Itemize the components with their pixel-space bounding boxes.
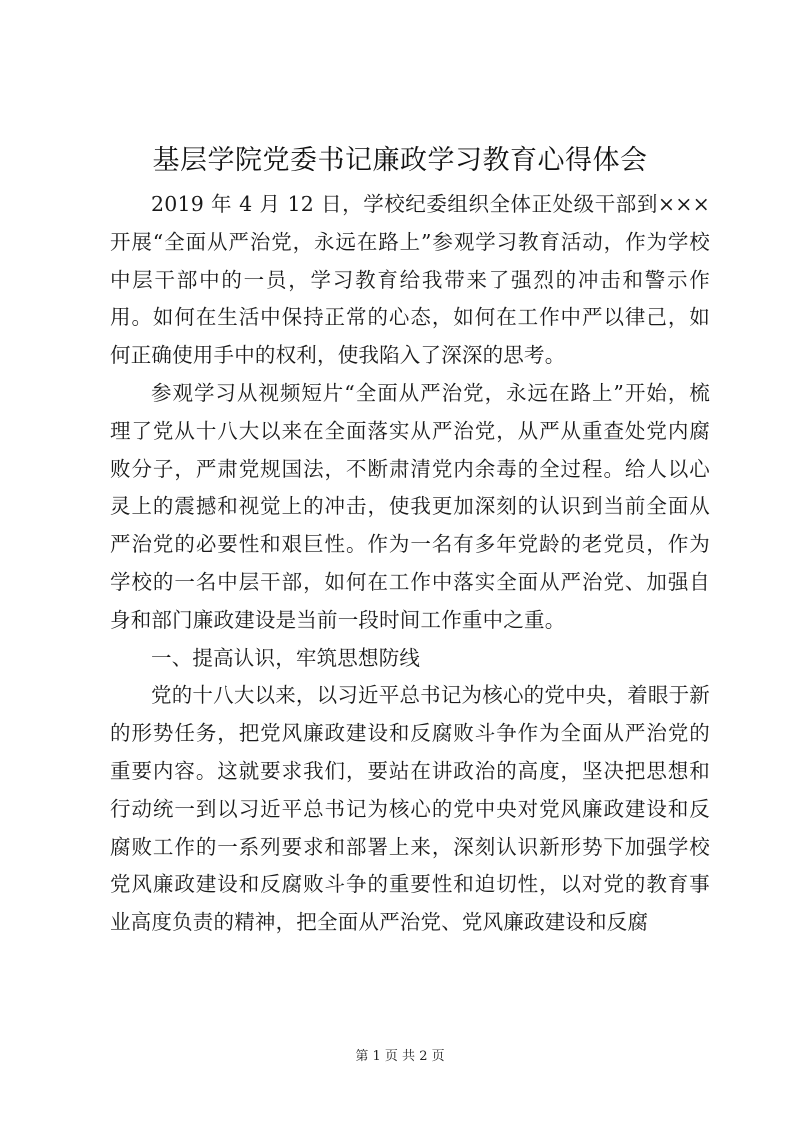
paragraph-section-one: 党的十八大以来，以习近平总书记为核心的党中央，着眼于新的形势任务，把党风廉政建设和反腐败斗争作为全面从严治党的重要内容。这就要求我们，要站在讲政治的高度，坚决把思想和行动统一到以习近平总书记为核心的党中央对党风廉政建设和反腐败工作的一系列要求和部署上来，深刻认识新形势下加强学校党风廉政建设和反腐败斗争的重要性和迫切性，以对党的教育事业高度负责的精神，把全面从严治党、党风廉政建设和反腐 xyxy=(110,683,710,935)
document-body xyxy=(110,186,710,942)
paragraph-visit: 参观学习从视频短片“全面从严治党，永远在路上”开始，梳理了党从十八大以来在全面落实从严治党，从严从重查处党内腐败分子，严肃党规国法，不断肃清党内余毒的全过程。给人以心灵上的震撼和视觉上的冲击，使我更加深刻的认识到当前全面从严治党的必要性和艰巨性。作为一名有多年党龄的老党员，作为学校的一名中层干部，如何在工作中落实全面从严治党、加强自身和部门廉政建设是当前一段时间工作重中之重。 xyxy=(110,380,710,632)
section-heading: 一、提高认识，牢筑思想防线 xyxy=(151,645,421,670)
paragraph-intro: 2019 年 4 月 12 日，学校纪委组织全体正处级干部到×××开展“全面从严治党，永远在路上”参观学习教育活动，作为学校中层干部中的一员，学习教育给我带来了强烈的冲击和警示作用。如何在生活中保持正常的心态，如何在工作中严以律己，如何正确使用手中的权利，使我陷入了深深的思考。 xyxy=(110,192,710,368)
document-title: 基层学院党委书记廉政学习教育心得体会 xyxy=(152,145,648,176)
page-number: 第 1 页 共 2 页 xyxy=(355,1049,445,1064)
